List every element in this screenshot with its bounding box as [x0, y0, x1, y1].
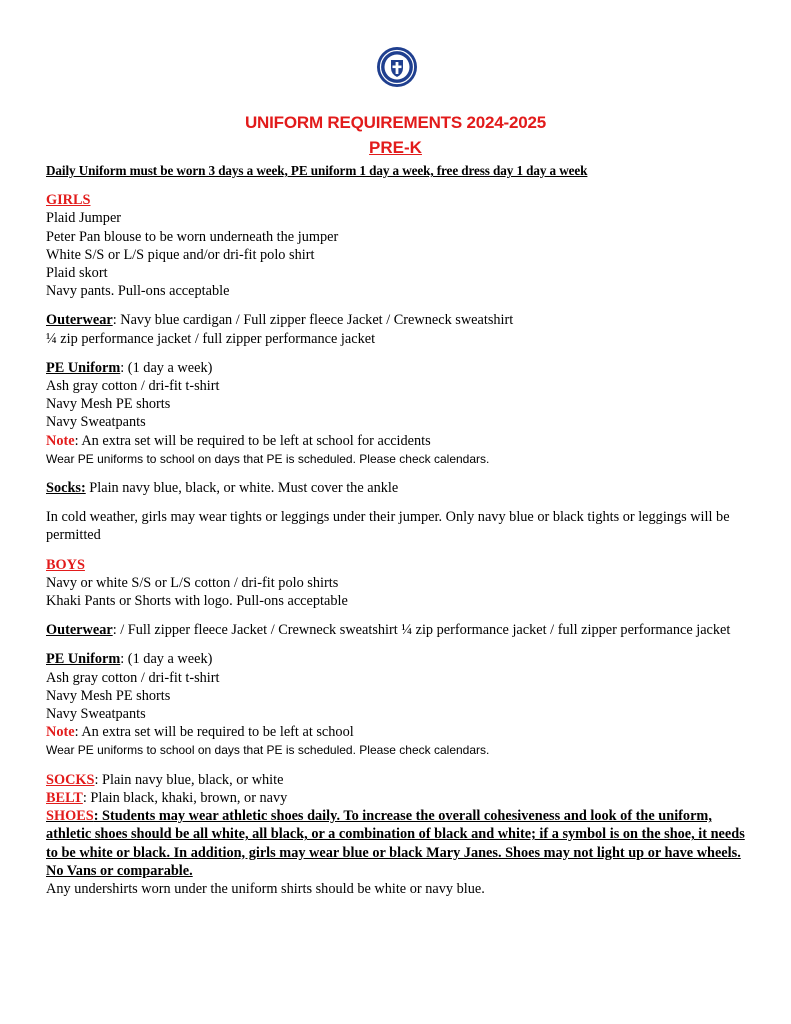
shoes-rule — [46, 807, 746, 880]
list-item: Khaki Pants or Shorts with logo. Pull-ons acceptable — [46, 593, 348, 610]
intro-text: Daily Uniform must be worn 3 days a week, PE uniform 1 day a week, free dress day 1 day a week — [46, 163, 588, 178]
school-seal-icon — [376, 46, 418, 88]
list-item: Navy Sweatpants — [46, 706, 146, 723]
list-item: Plaid Jumper — [46, 210, 122, 227]
girls-note-label: Note — [46, 432, 75, 449]
boys-pe-reminder: Wear PE uniforms to school on days that PE is scheduled. Please check calendars. — [46, 743, 490, 758]
girls-note — [46, 432, 746, 450]
socks-text: : Plain navy blue, black, or white — [94, 771, 284, 788]
list-item: Ash gray cotton / dri-fit t-shirt — [46, 669, 220, 686]
girls-outerwear-label: Outerwear — [46, 312, 113, 329]
belt-rule — [46, 789, 746, 807]
girls-pe-label: PE Uniform — [46, 359, 121, 376]
undershirts-rule: Any undershirts worn under the uniform shirts should be white or navy blue. — [46, 880, 485, 897]
list-item: Peter Pan blouse to be worn underneath the jumper — [46, 228, 339, 245]
list-item: Navy or white S/S or L/S cotton / dri-fit polo shirts — [46, 574, 339, 591]
page-subtitle: PRE-K — [369, 138, 422, 157]
belt-text: : Plain black, khaki, brown, or navy — [82, 789, 288, 806]
girls-outerwear-text-2: ¼ zip performance jacket / full zipper performance jacket — [46, 330, 376, 347]
boys-note-text: : An extra set will be required to be left at school — [74, 724, 354, 741]
list-item: White S/S or L/S pique and/or dri-fit polo shirt — [46, 246, 315, 263]
girls-outerwear — [46, 311, 746, 329]
girls-socks-label: Socks: — [46, 480, 86, 497]
list-item: Navy Mesh PE shorts — [46, 396, 171, 413]
list-item: Ash gray cotton / dri-fit t-shirt — [46, 378, 220, 395]
boys-heading: BOYS — [46, 556, 85, 573]
list-item: Navy Mesh PE shorts — [46, 687, 171, 704]
girls-pe-reminder: Wear PE uniforms to school on days that PE is scheduled. Please check calendars. — [46, 451, 490, 466]
girls-socks — [46, 479, 746, 497]
girls-pe-text: : (1 day a week) — [120, 359, 213, 376]
boys-outerwear-text: : / Full zipper fleece Jacket / Crewneck sweatshirt ¼ zip performance jacket / full zipper performance jacket — [112, 622, 731, 639]
girls-note-text: : An extra set will be required to be left at school for accidents — [74, 432, 431, 449]
list-item: Navy pants. Pull-ons acceptable — [46, 283, 230, 300]
girls-cold-weather: In cold weather, girls may wear tights or leggings under their jumper. Only navy blue or black tights or leggings will be permitted — [46, 509, 730, 544]
girls-outerwear-text: : Navy blue cardigan / Full zipper fleece Jacket / Crewneck sweatshirt — [112, 312, 514, 329]
boys-pe-uniform — [46, 650, 746, 668]
boys-pe-label: PE Uniform — [46, 651, 121, 668]
shoes-label: SHOES — [46, 808, 94, 825]
belt-label: BELT — [46, 789, 83, 806]
document-body — [46, 162, 746, 898]
socks-rule — [46, 771, 746, 789]
shoes-text: : Students may wear athletic shoes daily. To increase the overall cohesiveness and look of the uniform, athletic shoes should be all white, all black, or a combination of black and white; if a symbol is on the shoe, it needs to be white or black. In addition, girls may wear blue or black Mary Janes. Shoes may not light up or have wheels. No Vans or comparable. — [46, 808, 745, 879]
boys-note — [46, 723, 746, 741]
boys-outerwear — [46, 621, 746, 639]
socks-label: SOCKS — [46, 771, 95, 788]
boys-outerwear-label: Outerwear — [46, 622, 113, 639]
page-title: UNIFORM REQUIREMENTS 2024-2025 — [244, 113, 547, 132]
list-item: Navy Sweatpants — [46, 414, 146, 431]
list-item: Plaid skort — [46, 265, 108, 282]
boys-note-label: Note — [46, 724, 75, 741]
girls-heading: GIRLS — [46, 192, 91, 209]
boys-pe-text: : (1 day a week) — [120, 651, 213, 668]
girls-socks-text: Plain navy blue, black, or white. Must cover the ankle — [85, 480, 399, 497]
girls-pe-uniform — [46, 359, 746, 377]
